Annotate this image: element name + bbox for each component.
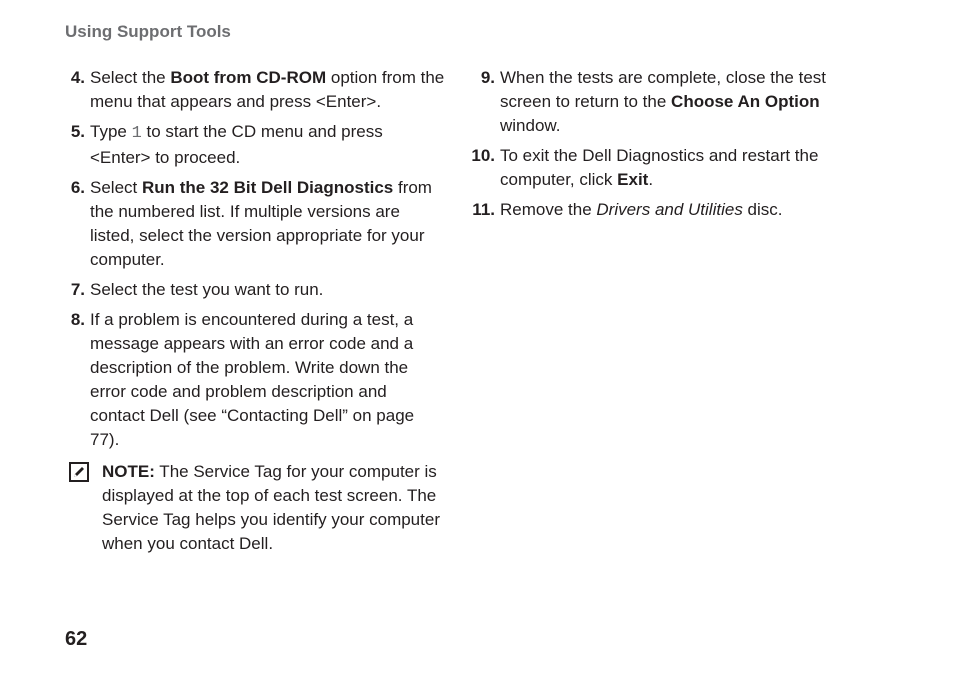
step-number: 9. — [480, 68, 495, 87]
step-text: Select the test you want to run. — [90, 280, 324, 299]
step-text-post: window. — [500, 116, 561, 135]
left-column — [65, 66, 445, 556]
right-column — [471, 66, 871, 228]
run-diagnostics-option: Run the 32 Bit Dell Diagnostics — [141, 178, 394, 197]
page-number: 62 — [65, 628, 88, 650]
note-label: NOTE: — [102, 462, 155, 481]
step-5 — [65, 120, 445, 170]
step-text-pre: Type — [90, 122, 132, 141]
step-text-post: to start the CD menu and press <Enter> to proceed. — [90, 122, 383, 167]
step-11 — [471, 198, 871, 222]
step-text-post: from the numbered list. If multiple versions are listed, select the version appropriate for your computer. — [90, 178, 432, 269]
step-10 — [471, 144, 871, 192]
step-text-post: option from the menu that appears and press <Enter>. — [90, 68, 445, 111]
note-block — [65, 460, 445, 556]
step-4 — [65, 66, 445, 114]
typed-key: 1 — [131, 124, 142, 143]
step-7 — [65, 278, 445, 302]
step-text: If a problem is encountered during a test, a message appears with an error code and a description of the problem. Write down the error code and problem description and contact Dell (see “Contacting Dell” on page 77). — [90, 310, 415, 449]
step-9 — [471, 66, 871, 138]
step-text-pre: Remove the — [500, 200, 597, 219]
step-number: 4. — [70, 68, 85, 87]
step-8 — [65, 308, 445, 452]
step-number: 6. — [70, 178, 85, 197]
section-header: Using Support Tools — [65, 22, 231, 41]
step-number: 11. — [472, 200, 495, 219]
step-text-pre: When the tests are complete, close the test screen to return to the — [500, 68, 826, 111]
disc-name: Drivers and Utilities — [596, 200, 743, 219]
choose-an-option-label: Choose An Option — [671, 92, 820, 111]
pencil-note-icon — [69, 462, 89, 482]
step-text-post: disc. — [742, 200, 783, 219]
step-text-pre: To exit the Dell Diagnostics and restart the computer, click — [500, 146, 819, 189]
step-number: 5. — [70, 122, 85, 141]
step-text-post: . — [648, 170, 654, 189]
boot-from-cdrom-option: Boot from CD-ROM — [170, 68, 327, 87]
step-number: 10. — [471, 146, 495, 165]
note-text: The Service Tag for your computer is displayed at the top of each test screen. The Service Tag helps you identify your computer when you contact Dell. — [102, 462, 440, 553]
step-text-pre: Select the — [90, 68, 171, 87]
exit-label: Exit — [617, 170, 649, 189]
step-number: 8. — [70, 310, 85, 329]
step-text-pre: Select — [90, 178, 142, 197]
step-6 — [65, 176, 445, 272]
step-number: 7. — [70, 280, 85, 299]
